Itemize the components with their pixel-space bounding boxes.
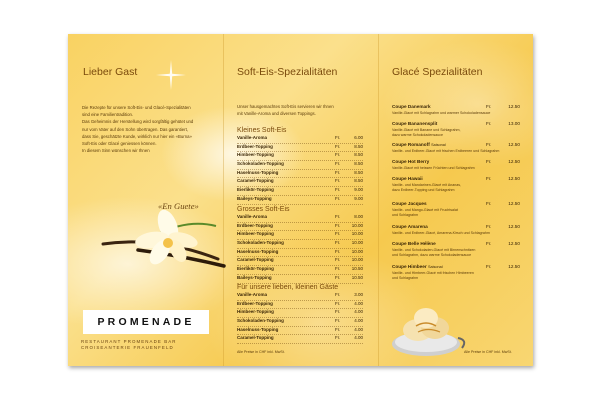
- ice-cream-bowl-image: [388, 292, 468, 360]
- coupe-name: Coupe Romanoff: [392, 142, 430, 147]
- coupe-name: Coupe Himbeer: [392, 264, 427, 269]
- menu-sheet: [68, 34, 533, 366]
- currency-label: Fr.: [335, 292, 341, 297]
- coupe-price: 12.50: [508, 224, 520, 229]
- item-price: 8.50: [354, 161, 363, 167]
- coupe-price: 12.50: [508, 104, 520, 109]
- coupe-item: [392, 224, 520, 236]
- price-row: [237, 231, 363, 240]
- coupe-item: [392, 264, 520, 281]
- item-price: 4.00: [354, 309, 363, 315]
- price-row: [237, 335, 363, 344]
- coupe-item: [392, 142, 520, 154]
- currency-label: Fr.: [335, 195, 341, 201]
- currency-label: Fr.: [335, 152, 341, 158]
- currency-label: Fr.: [335, 161, 341, 167]
- item-name: Himbeer-Topping: [237, 231, 274, 237]
- currency-label: Fr.: [486, 104, 492, 109]
- item-name: Baileys-Topping: [237, 195, 272, 201]
- item-name: Eierlikör-Topping: [237, 266, 274, 272]
- price-row: [237, 309, 363, 318]
- coupe-name: Coupe Jacques: [392, 201, 427, 206]
- currency-label: Fr.: [335, 326, 341, 332]
- coupe-description: Vanille- und Mango-Glacé mit Fruchtsalat und Schlagrahm: [392, 208, 458, 217]
- coupe-name: Coupe Hot Berry: [392, 159, 430, 164]
- item-price: 10.50: [351, 274, 363, 280]
- item-name: Vanille-Aroma: [237, 135, 268, 140]
- coupe-price: 13.00: [508, 121, 520, 126]
- coupe-price: 12.50: [508, 264, 520, 269]
- currency-label: Fr.: [335, 187, 341, 193]
- coupe-item: [392, 176, 520, 193]
- price-row: [237, 135, 363, 144]
- coupe-item: [392, 159, 520, 171]
- item-name: Himbeer-Topping: [237, 152, 274, 158]
- price-row: [237, 161, 363, 170]
- item-name: Himbeer-Topping: [237, 309, 274, 315]
- price-row: [237, 187, 363, 196]
- coupe-description: Vanille- und Schokoladen-Glacé mit Birnenschnitzen und Schlagrahm, dazu warme Schokoladensauce: [392, 248, 476, 257]
- item-price: 9.00: [354, 195, 363, 201]
- item-name: Vanille-Aroma: [237, 214, 268, 219]
- coupe-description: Vanille- und Erdbeer-Glacé mit frischen Erdbeeren und Schlagrahm: [392, 149, 500, 153]
- sparkle-icon: [156, 60, 186, 90]
- column-glace: [378, 34, 533, 366]
- price-list-small: [237, 135, 363, 205]
- currency-label: Fr.: [335, 309, 341, 315]
- price-row: [237, 318, 363, 327]
- currency-label: Fr.: [335, 240, 341, 246]
- coupe-item: [392, 241, 520, 258]
- price-footer: Alle Preise in CHF inkl. MwSt.: [237, 350, 285, 354]
- coupe-price: 12.50: [508, 201, 520, 206]
- price-row: [237, 257, 363, 266]
- currency-label: Fr.: [335, 178, 341, 184]
- item-price: 4.00: [354, 326, 363, 332]
- currency-label: Fr.: [335, 274, 341, 280]
- glace-title: Glacé Spezialitäten: [392, 66, 483, 78]
- price-row: [237, 327, 363, 336]
- section-title: Grosses Soft-Eis: [237, 206, 290, 213]
- currency-label: Fr.: [486, 201, 492, 206]
- currency-label: Fr.: [335, 135, 341, 140]
- soft-eis-title: Soft-Eis-Spezialitäten: [237, 66, 338, 78]
- currency-label: Fr.: [486, 224, 492, 229]
- item-name: Caramel-Topping: [237, 335, 274, 341]
- currency-label: Fr.: [486, 241, 492, 246]
- welcome-title: Lieber Gast: [83, 66, 138, 78]
- coupe-description: Vanille- und Mandarinen-Glacé mit Ananas, dazu Erdbeer-Topping und Schlagrahm: [392, 183, 462, 192]
- coupe-note: Saisonal: [431, 143, 446, 147]
- coupe-name: Coupe Hawaii: [392, 176, 423, 181]
- currency-label: Fr.: [335, 231, 341, 237]
- coupe-name: Coupe Bananensplit: [392, 121, 438, 126]
- currency-label: Fr.: [486, 142, 492, 147]
- logo-subtitle: RESTAURANT PROMENADE BAR CROISEANTERIE FRAUENFELD: [81, 339, 177, 351]
- item-price: 8.50: [354, 169, 363, 175]
- coupe-item: [392, 104, 520, 116]
- coupe-name: Coupe Amarena: [392, 224, 428, 229]
- currency-label: Fr.: [335, 318, 341, 324]
- item-price: 9.00: [354, 187, 363, 193]
- item-price: 4.00: [354, 300, 363, 306]
- item-name: Caramel-Topping: [237, 178, 274, 184]
- currency-label: Fr.: [486, 176, 492, 181]
- en-guete-quote: «En Guete»: [158, 201, 199, 211]
- item-price: 8.50: [354, 152, 363, 158]
- price-row: [237, 170, 363, 179]
- price-row: [237, 275, 363, 284]
- coupe-price: 12.50: [508, 176, 520, 181]
- item-price: 8.00: [354, 214, 363, 219]
- item-price: 3.00: [354, 292, 363, 297]
- item-name: Schokoladen-Topping: [237, 161, 284, 167]
- price-row: [237, 240, 363, 249]
- currency-label: Fr.: [335, 169, 341, 175]
- item-price: 4.00: [354, 335, 363, 341]
- item-name: Haselnuss-Topping: [237, 326, 279, 332]
- price-row: [237, 144, 363, 153]
- price-footer: Alle Preise in CHF inkl. MwSt.: [464, 350, 512, 354]
- item-price: 4.00: [354, 318, 363, 324]
- coupe-description: Vanille-Glacé mit heissen Früchten und Schlagrahm: [392, 166, 475, 170]
- item-price: 10.00: [351, 240, 363, 246]
- price-row: [237, 301, 363, 310]
- price-row: [237, 214, 363, 223]
- currency-label: Fr.: [486, 264, 492, 269]
- item-name: Eierlikör-Topping: [237, 187, 274, 193]
- item-price: 6.00: [354, 135, 363, 140]
- price-row: [237, 223, 363, 232]
- section-title: Kleines Soft-Eis: [237, 127, 287, 134]
- item-name: Erdbeer-Topping: [237, 222, 273, 228]
- item-name: Caramel-Topping: [237, 257, 274, 263]
- price-list-large: [237, 214, 363, 284]
- currency-label: Fr.: [335, 257, 341, 263]
- currency-label: Fr.: [335, 335, 341, 341]
- price-row: [237, 152, 363, 161]
- vanilla-flower-image: [98, 204, 228, 274]
- coupe-name: Coupe Danemark: [392, 104, 431, 109]
- item-price: 10.00: [351, 231, 363, 237]
- coupe-name: Coupe Belle Hélène: [392, 241, 436, 246]
- item-name: Vanille-Aroma: [237, 292, 268, 297]
- price-row: [237, 196, 363, 205]
- item-price: 10.50: [351, 266, 363, 272]
- item-name: Schokoladen-Topping: [237, 240, 284, 246]
- currency-label: Fr.: [486, 159, 492, 164]
- coupe-description: Vanille-Glacé mit Schlagrahm und warmer Schokoladensauce: [392, 111, 491, 115]
- price-row: [237, 292, 363, 301]
- coupe-description: Vanille-Glacé mit Banane und Schlagrahm, dazu warme Schokoladensauce: [392, 128, 461, 137]
- item-name: Erdbeer-Topping: [237, 143, 273, 149]
- price-row: [237, 266, 363, 275]
- price-row: [237, 249, 363, 258]
- coupe-item: [392, 121, 520, 138]
- item-name: Haselnuss-Topping: [237, 169, 279, 175]
- coupe-price: 12.50: [508, 241, 520, 246]
- coupe-price: 12.50: [508, 159, 520, 164]
- column-soft-eis: [223, 34, 378, 366]
- item-price: 10.00: [351, 248, 363, 254]
- currency-label: Fr.: [335, 266, 341, 272]
- promenade-logo: PROMENADE: [83, 310, 209, 334]
- item-price: 8.50: [354, 178, 363, 184]
- item-price: 10.00: [351, 222, 363, 228]
- price-row: [237, 178, 363, 187]
- currency-label: Fr.: [486, 121, 492, 126]
- item-name: Schokoladen-Topping: [237, 318, 284, 324]
- soft-eis-intro: Unser hausgemachtes Soft-Eis servieren wir Ihnen mit Vanille-Aroma und diversen Toppings.: [237, 104, 334, 116]
- coupe-item: [392, 201, 520, 218]
- price-list-kids: [237, 292, 363, 344]
- item-name: Erdbeer-Topping: [237, 300, 273, 306]
- currency-label: Fr.: [335, 143, 341, 149]
- column-welcome: [68, 34, 223, 366]
- currency-label: Fr.: [335, 222, 341, 228]
- currency-label: Fr.: [335, 214, 341, 219]
- item-name: Haselnuss-Topping: [237, 248, 279, 254]
- item-price: 8.50: [354, 143, 363, 149]
- coupe-note: Saisonal: [427, 265, 443, 269]
- item-name: Baileys-Topping: [237, 274, 272, 280]
- currency-label: Fr.: [335, 300, 341, 306]
- item-price: 10.00: [351, 257, 363, 263]
- coupe-description: Vanille- und Himbeer-Glacé mit frischen Himbeeren und Schlagrahm: [392, 271, 474, 280]
- welcome-text: Die Rezepte für unsere Soft-Eis- und Glacé-Spezialitäten sind eine Familientradition. Das Geheimnis der Herstellung wird sorgfältig gehütet und nur vom Vater auf den Sohn übertragen. Das garantiert, dass Sie, geschätzte Kunde, wirklich nur hier ein «Burna» Soft-Eis oder Glacé geniessen können. In diesem Sinn wünschen wir Ihnen: [82, 105, 194, 154]
- currency-label: Fr.: [335, 248, 341, 254]
- coupe-price: 12.50: [508, 142, 520, 147]
- section-title: Für unsere lieben, kleinen Gäste: [237, 284, 339, 291]
- coupe-description: Vanille- und Erdbeer-Glacé, Amarena-Kirsch und Schlagrahm: [392, 231, 490, 235]
